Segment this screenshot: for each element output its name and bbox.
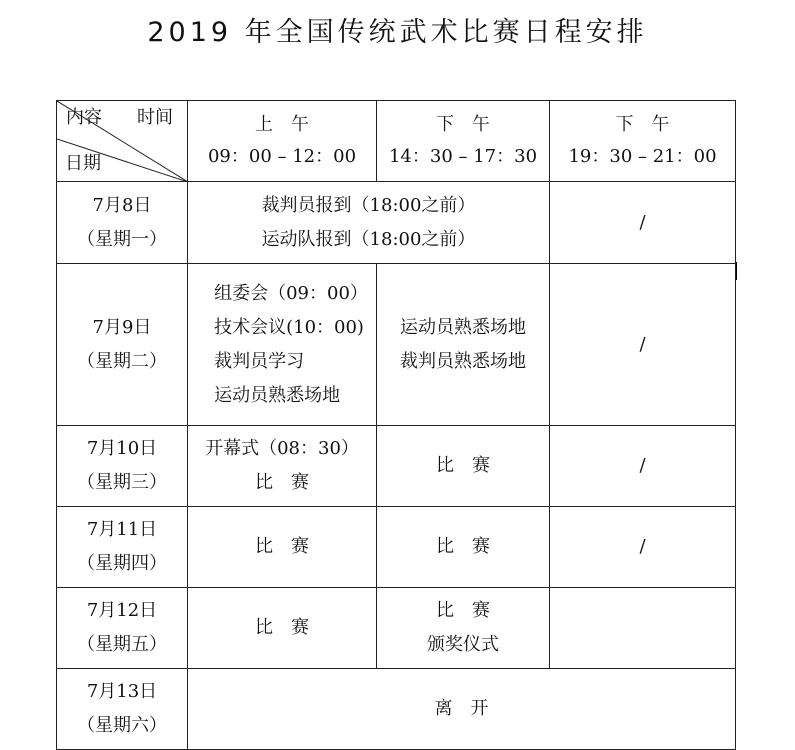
- afternoon-cell: 比 赛: [377, 507, 550, 588]
- merged-day-cell: [188, 182, 550, 264]
- cell-line: 开幕式（08：30）: [205, 438, 359, 459]
- table-row: [57, 588, 736, 669]
- date-cell: [57, 182, 188, 264]
- morning-cell: [188, 264, 377, 426]
- afternoon-cell: [377, 588, 550, 669]
- header-evening-time: 19：30 – 21：00: [568, 146, 717, 167]
- cell-line: 比 赛: [436, 600, 490, 621]
- morning-cell: 比 赛: [188, 507, 377, 588]
- date-text: 7月10日: [86, 438, 158, 459]
- date-cell: [57, 426, 188, 507]
- corner-label-date: 日期: [65, 153, 101, 174]
- cell-line: 运动员熟悉场地: [400, 316, 526, 338]
- diagonal-header-cell: [57, 101, 188, 182]
- cell-line: 技术会议(10：00): [214, 316, 364, 338]
- cell-line: 颁奖仪式: [427, 634, 499, 655]
- header-afternoon-name: 下 午: [436, 114, 490, 135]
- weekday-text: （星期二）: [77, 350, 167, 372]
- date-text: 7月12日: [86, 600, 158, 621]
- text-cursor: [736, 262, 737, 280]
- morning-cell: [188, 426, 377, 507]
- morning-cell: 比 赛: [188, 588, 377, 669]
- schedule-table: [56, 100, 736, 750]
- weekday-text: （星期六）: [77, 715, 167, 736]
- header-afternoon-time: 14：30 – 17：30: [388, 146, 538, 167]
- date-text: 7月9日: [92, 316, 152, 338]
- header-morning-name: 上 午: [255, 114, 309, 135]
- cell-line: 运动员熟悉场地: [214, 384, 341, 406]
- date-text: 7月8日: [92, 194, 152, 216]
- weekday-text: （星期一）: [77, 228, 167, 250]
- header-afternoon: [377, 101, 550, 182]
- evening-cell: /: [550, 507, 736, 588]
- table-row: [57, 669, 736, 750]
- corner-label-content: 内容: [66, 107, 102, 128]
- evening-cell: [550, 588, 736, 669]
- evening-cell: /: [550, 182, 736, 264]
- header-morning: [188, 101, 377, 182]
- table-row: [57, 264, 736, 426]
- header-morning-time: 09：00 – 12：00: [207, 146, 357, 167]
- cell-line: 组委会（09：00）: [214, 282, 368, 304]
- evening-cell: /: [550, 264, 736, 426]
- cell-line: 裁判员熟悉场地: [400, 350, 526, 372]
- document-title: 2019 年全国传统武术比赛日程安排: [147, 17, 648, 48]
- weekday-text: （星期五）: [77, 634, 167, 655]
- cell-line: 裁判员学习: [214, 350, 305, 372]
- weekday-text: （星期三）: [77, 472, 167, 493]
- date-cell: [57, 669, 188, 750]
- evening-cell: /: [550, 426, 736, 507]
- table-row: [57, 426, 736, 507]
- table-row: [57, 182, 736, 264]
- weekday-text: （星期四）: [77, 553, 167, 574]
- afternoon-cell: [377, 264, 550, 426]
- table-row: [57, 507, 736, 588]
- cell-line: 裁判员报到（18:00之前）: [261, 194, 476, 216]
- cell-line: 运动队报到（18:00之前）: [261, 228, 476, 250]
- cell-line: 比 赛: [255, 472, 309, 493]
- table-header-row: [57, 101, 736, 182]
- date-cell: [57, 588, 188, 669]
- date-text: 7月11日: [86, 519, 158, 540]
- header-evening-name: 下 午: [615, 114, 670, 135]
- date-text: 7月13日: [86, 681, 158, 702]
- corner-label-time: 时间: [137, 107, 173, 128]
- merged-day-cell: 离 开: [188, 669, 736, 750]
- date-cell: [57, 264, 188, 426]
- afternoon-cell: 比 赛: [377, 426, 550, 507]
- date-cell: [57, 507, 188, 588]
- header-evening: [550, 101, 736, 182]
